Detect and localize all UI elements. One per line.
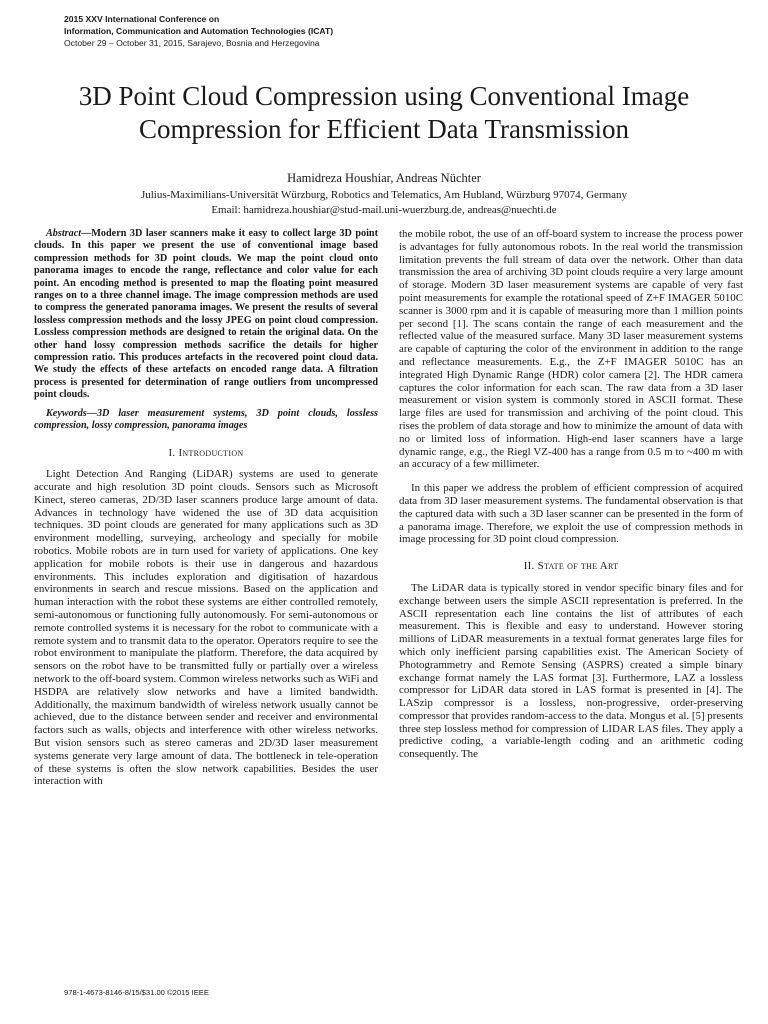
section-heading-introduction: I. Introduction: [168, 446, 244, 459]
paper-affiliation: Julius-Maximilians-Universität Würzburg, Robotics and Telematics, Am Hubland, Würzburg 97074, Germany: [140, 189, 628, 201]
left-column: [34, 228, 378, 788]
paper-title: 3D Point Cloud Compression using Conventional Image Compression for Efficient Data Transmission: [78, 81, 690, 145]
conference-line-3: October 29 – October 31, 2015, Sarajevo, Bosnia and Herzegovina: [64, 38, 320, 48]
right-column: [399, 228, 743, 761]
abstract-label: Abstract: [46, 228, 82, 239]
conference-line-1: 2015 XXV International Conference on: [64, 14, 220, 24]
conference-line-2: Information, Communication and Automation Technologies (ICAT): [64, 26, 334, 36]
right-paragraph-2: In this paper we address the problem of efficient compression of acquired data from 3D laser measurement systems. The fundamental observation is that the captured data with such a 3D laser scanner can be presented in the form of a panorama image. Therefore, we exploit the use of compression methods in image processing for 3D point cloud compression.: [399, 482, 743, 546]
intro-paragraph: Light Detection And Ranging (LiDAR) systems are used to generate accurate and high resolution 3D point clouds. Sensors such as Microsoft Kinect, stereo cameras, 2D/3D laser scanners produce large amount of data. Advances in technology have widened the use of 3D data acquisition techniques. 3D point clouds are generated for many applications such as 3D environment modelling, surveying, archeology and specially for mobile robotics. Mobile robots are in turn used for variety of applications. One key application for mobile robots is their use in dangerous and hazardous environments. This includes exploration and digitisation of hazardous environments in search and rescue missions. Based on the application and human interaction with the robot these systems are either controlled remotely, semi-autonomous or functioning fully autonomously. For semi-autonomous or remote controlled systems it is necessary for the robot to communicate with a remote system and to transmit data to the operator. Operators require to see the robot environment to manipulate the platform. Therefore, the data acquired by sensors on the robot have to be transmitted fully or partially over a wireless network to the off-board system. Common wireless networks such as WiFi and HSDPA are relatively slow networks and have a limited bandwidth. Additionally, the maximum bandwidth of wireless network usually cannot be achieved, due to the distance between sender and receiver and environmental factors such as walls, objects and interference with other wireless networks. But vision sensors such as stereo cameras and 2D/3D laser measurement systems generate very large amount of data. The bottleneck in tele-operation of these systems is often the slow network capabilities. Besides the user interaction with: [34, 468, 378, 788]
right-paragraph-1: the mobile robot, the use of an off-board system to increase the process power is advantages for fully autonomous robots. In the real world the transmission limitation prevents the full stream of data over the network. Other than data transmission the area of archiving 3D point clouds require a very large amount of storage. Modern 3D laser measurement systems are capable of very fast point measurements for example the rotational speed of Z+F IMAGER 5010C scanner is 3000 rpm and it is capable of measuring more than 1 million points per second [1]. The scans contain the range of each measurement and the reflected value of the measured surface. Many 3D laser measurement systems are capable of capturing the color of the environment in addition to the range and reflectance measurements. E.g., the Z+F IMAGER 5010C has an integrated High Dynamic Range (HDR) color camera [2]. The HDR camera captures the color information for each scan. The raw data from a 3D laser measurement or vision system is commonly stored in ASCII format. These large files are used for transmission and archiving of the point cloud. This rises the problem of data storage and how to minimize the amount of data with no or limited loss of information. High-end laser scanners have a large dynamic range, e.g., the Riegl VZ-400 has a range from 0.5 m to ~400 m with an accuracy of a few millimeter.: [399, 228, 743, 471]
abstract: [34, 228, 378, 402]
paper-authors: Hamidreza Houshiar, Andreas Nüchter: [287, 171, 481, 185]
copyright-footer: 978-1-4673-8146-8/15/$31.00 ©2015 IEEE: [64, 988, 209, 997]
section-heading-state-of-the-art: II. State of the Art: [523, 560, 619, 573]
abstract-text: —Modern 3D laser scanners make it easy to collect large 3D point clouds. In this paper we present the use of conventional image based compression methods for 3D point clouds. We map the point cloud onto panorama images to encode the range, reflectance and color value for each point. An encoding method is presented to map the floating point measured ranges on to a three channel image. The image compression methods are used to compress the generated panorama images. We present the results of several lossless compression methods and the lossy JPEG on point cloud compression. Lossless compression methods are designed to retain the original data. On the other hand lossy compression methods sacrifice the details for higher compression ratio. This produces artefacts in the recovered point cloud data. We study the effects of these artefacts on encoded range data. A filtration process is presented for determination of range outliers from uncompressed point clouds.: [34, 228, 378, 401]
state-of-the-art-paragraph: The LiDAR data is typically stored in vendor specific binary files and for exchange between users the simple ASCII representation is preferred. In the ASCII representation each line contains the list of attributes of each measurement. This is flexible and easy to understand. However storing millions of LiDAR measurements in a textual format generates large files for which only inefficient parsing capabilities exist. The American Society of Photogrammetry and Remote Sensing (ASPRS) created a simple binary exchange format namely the LAS format [3]. Furthermore, LAZ a lossless compressor for LiDAR data stored in LAS format is presented in [4]. The LASzip compressor is a lossless, non-progressive, order-preserving compressor that provides random-access to the data. Mongus et al. [5] presents three step lossless method for compression of LIDAR LAS files. They apply a predictive coding, a variable-length coding and an arithmetic coding consequently. The: [399, 581, 743, 761]
keywords: Keywords—3D laser measurement systems, 3D point clouds, lossless compression, lossy compression, panorama images: [34, 407, 378, 432]
paper-email: Email: hamidreza.houshiar@stud-mail.uni-wuerzburg.de, andreas@nuechti.de: [211, 204, 557, 216]
conference-header: [64, 13, 664, 49]
